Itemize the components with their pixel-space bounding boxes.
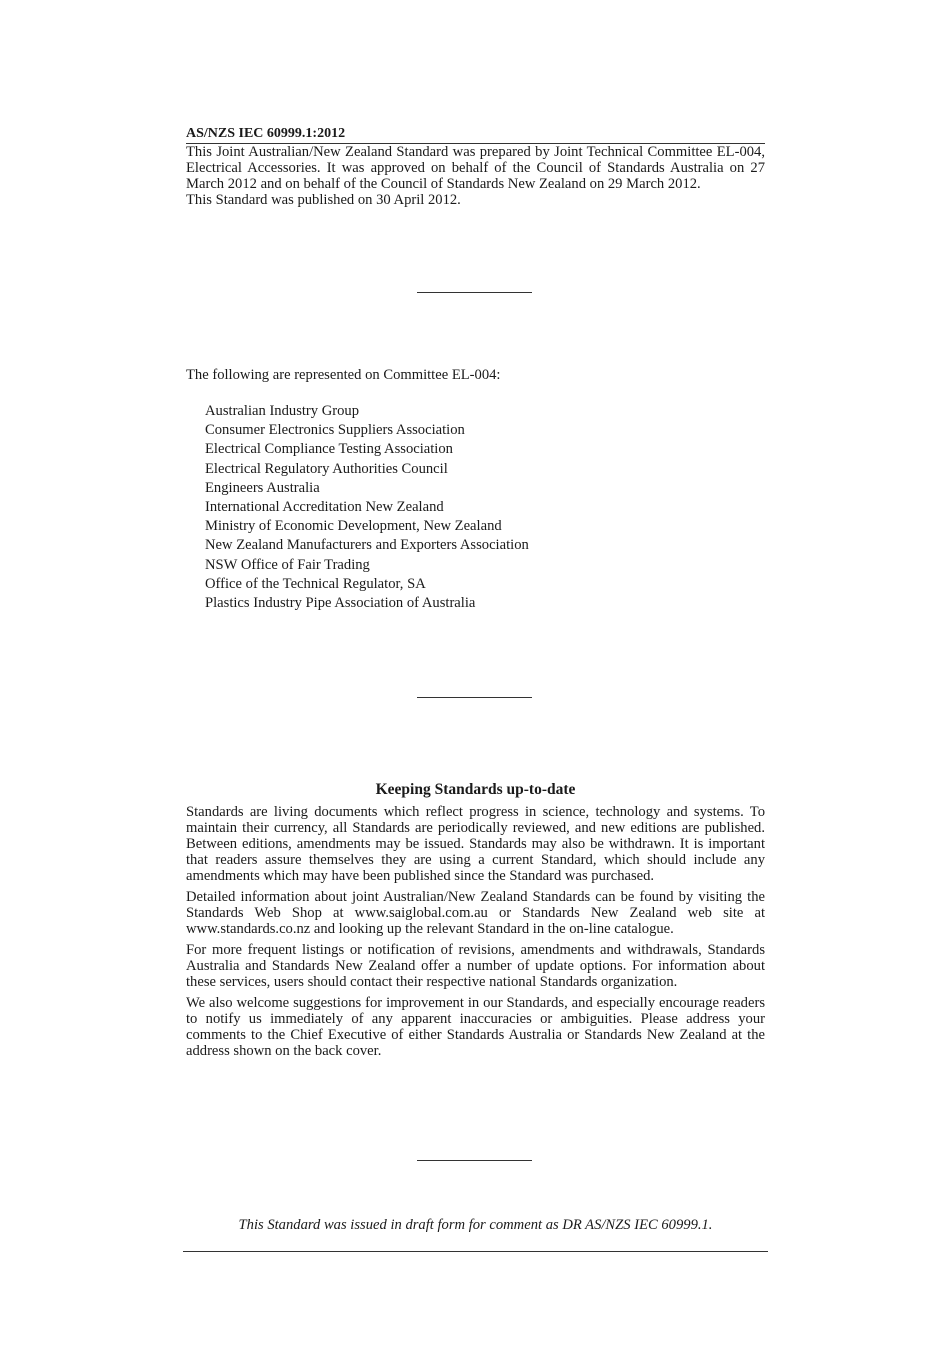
organization-item: Office of the Technical Regulator, SA <box>205 575 426 592</box>
footer-rule <box>183 1251 768 1252</box>
keeping-paragraph: We also welcome suggestions for improvement in our Standards, and especially encourage readers to notify us immediately of any apparent inaccuracies or ambiguities. Please address your comments to the Chief Executive of either Standards Australia or Standards New Zealand at the address shown on the back cover. <box>186 995 765 1059</box>
organization-item: Ministry of Economic Development, New Zealand <box>205 518 502 535</box>
organization-item: NSW Office of Fair Trading <box>205 556 370 573</box>
keeping-standards-body <box>186 804 765 1064</box>
organization-item: Electrical Regulatory Authorities Council <box>205 460 448 477</box>
preparation-paragraph: This Joint Australian/New Zealand Standard was prepared by Joint Technical Committee EL-004, Electrical Accessories. It was approved on behalf of the Council of Standards Australia on 27 March 2012 and on behalf of the Council of Standards New Zealand on 29 March 2012. <box>186 144 765 192</box>
organization-item: Engineers Australia <box>205 479 320 496</box>
section-divider <box>417 292 532 293</box>
organization-item: International Accreditation New Zealand <box>205 499 444 516</box>
keeping-paragraph: Standards are living documents which reflect progress in science, technology and systems. To maintain their currency, all Standards are periodically reviewed, and new editions are published. Between editions, amendments may be issued. Standards may also be withdrawn. It is important that readers assure themselves they are using a current Standard, which should include any amendments which may have been published since the Standard was purchased. <box>186 804 765 884</box>
standard-identifier: AS/NZS IEC 60999.1:2012 <box>186 126 765 144</box>
organization-item: Electrical Compliance Testing Association <box>205 441 453 458</box>
organization-item: Australian Industry Group <box>205 403 360 419</box>
organization-item: Consumer Electronics Suppliers Association <box>205 422 465 439</box>
organization-item: New Zealand Manufacturers and Exporters Association <box>205 537 529 554</box>
section-divider <box>417 697 532 698</box>
publication-date-paragraph: This Standard was published on 30 April 2012. <box>186 192 461 208</box>
organization-item: Plastics Industry Pipe Association of Australia <box>205 595 476 612</box>
keeping-standards-heading: Keeping Standards up-to-date <box>375 781 576 798</box>
committee-organization-list <box>205 402 529 613</box>
keeping-paragraph: Detailed information about joint Australian/New Zealand Standards can be found by visiting the Standards Web Shop at www.saiglobal.com.au or Standards New Zealand web site at www.standards.co.nz and looking up the relevant Standard in the on-line catalogue. <box>186 889 765 937</box>
keeping-paragraph: For more frequent listings or notification of revisions, amendments and withdrawals, Standards Australia and Standards New Zealand offer a number of update options. For information about these services, users should contact their respective national Standards organization. <box>186 942 765 990</box>
preparation-statement <box>186 144 765 208</box>
committee-intro: The following are represented on Committee EL-004: <box>186 367 501 383</box>
draft-note: This Standard was issued in draft form for comment as DR AS/NZS IEC 60999.1. <box>238 1217 713 1233</box>
section-divider <box>417 1160 532 1161</box>
